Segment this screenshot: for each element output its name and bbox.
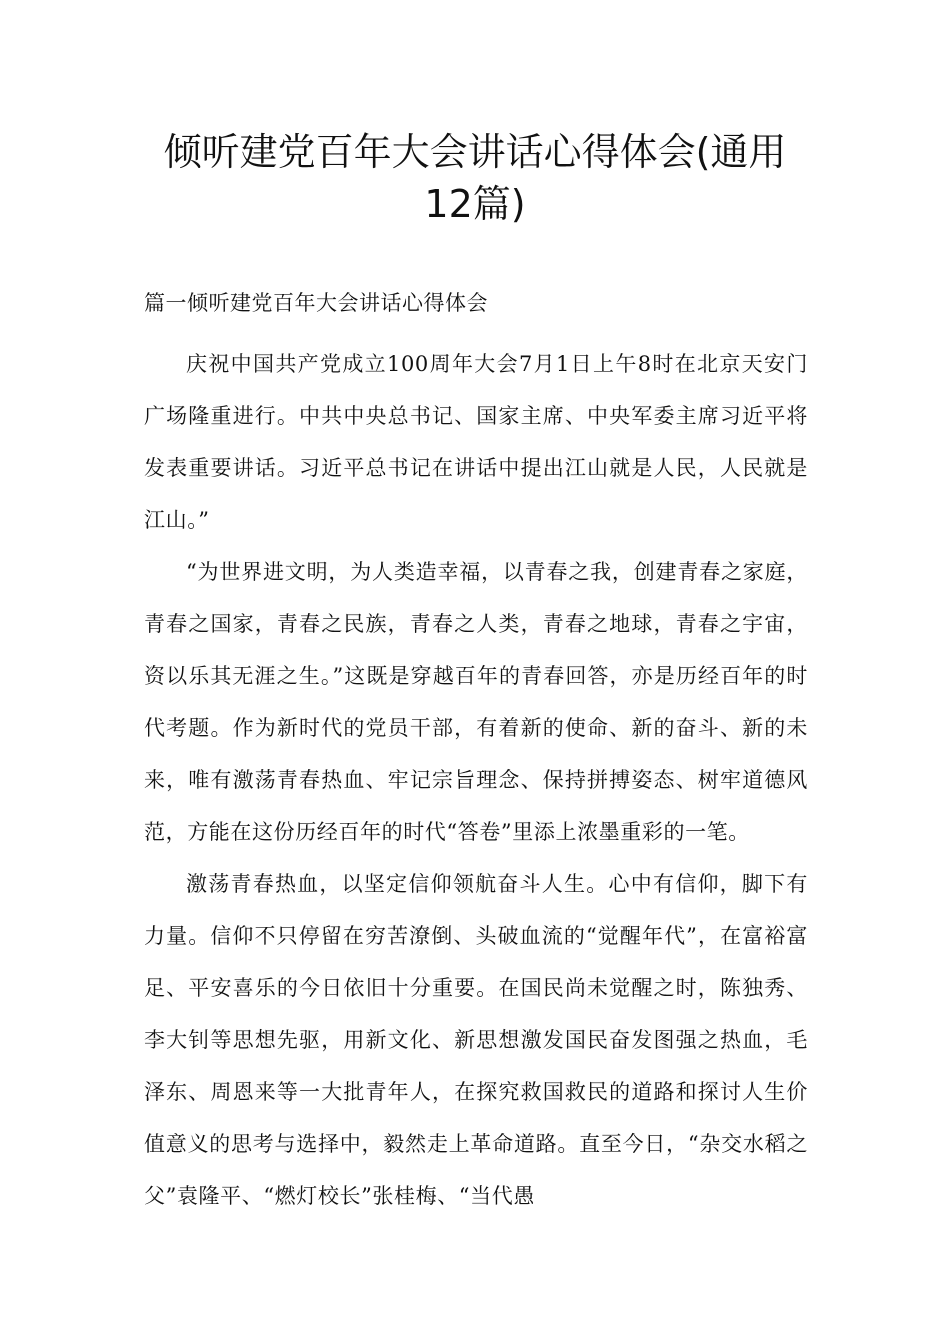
paragraph-1: 庆祝中国共产党成立100周年大会7月1日上午8时在北京天安门广场隆重进行。中共中央总书记、国家主席、中央军委主席习近平将发表重要讲话。习近平总书记在讲话中提出江山就是人民，人民就是江山。” (144, 352, 808, 532)
document-title-line-2: 12篇) (424, 182, 526, 226)
document-title-line-1: 倾听建党百年大会讲话心得体会(通用 (163, 130, 787, 174)
paragraph-2: “为世界进文明，为人类造幸福，以青春之我，创建青春之家庭，青春之国家，青春之民族，青春之人类，青春之地球，青春之宇宙，资以乐其无涯之生。”这既是穿越百年的青春回答，亦是历经百年的时代考题。作为新时代的党员干部，有着新的使命、新的奋斗、新的未来，唯有激荡青春热血、牢记宗旨理念、保持拼搏姿态、树牢道德风范，方能在这份历经百年的时代“答卷”里添上浓墨重彩的一笔。 (144, 560, 808, 844)
section-heading: 篇一倾听建党百年大会讲话心得体会 (144, 291, 488, 315)
paragraph-3: 激荡青春热血，以坚定信仰领航奋斗人生。心中有信仰，脚下有力量。信仰不只停留在穷苦潦倒、头破血流的“觉醒年代”，在富裕富足、平安喜乐的今日依旧十分重要。在国民尚未觉醒之时，陈独秀、李大钊等思想先驱，用新文化、新思想激发国民奋发图强之热血，毛泽东、周恩来等一大批青年人，在探究救国救民的道路和探讨人生价值意义的思考与选择中，毅然走上革命道路。直至今日，“杂交水稻之父”袁隆平、“燃灯校长”张桂梅、“当代愚 (144, 872, 808, 1208)
document-body (144, 286, 808, 1222)
document-title (60, 126, 890, 230)
